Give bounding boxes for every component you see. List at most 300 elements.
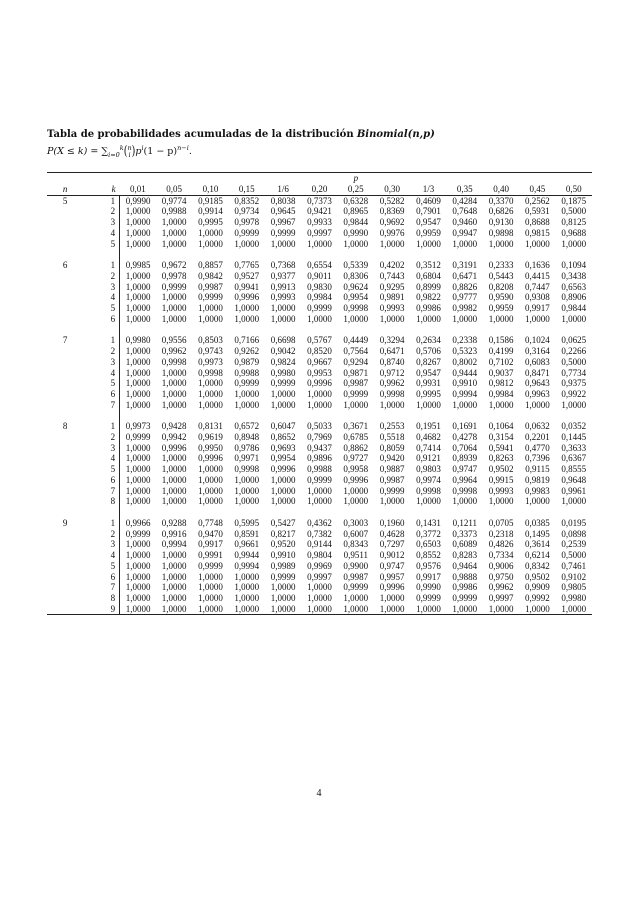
probability-cell: 1,0000 [125, 313, 151, 324]
probability-cell: 0,1495 [525, 528, 550, 539]
probability-cell: 1,0000 [270, 582, 296, 593]
n-cell [47, 389, 83, 400]
n-cell: 8 [62, 421, 68, 432]
n-cell: 9 [62, 517, 68, 528]
probability-cell: 0,9999 [343, 388, 369, 399]
probability-cell: 0,4199 [488, 346, 514, 357]
probability-cell: 0,9777 [452, 292, 478, 303]
probability-cell: 0,0195 [561, 517, 587, 528]
probability-cell: 0,7443 [379, 270, 405, 281]
p-column-header: 0,05 [156, 184, 192, 195]
table-row [47, 518, 592, 529]
probability-cell: 0,9734 [234, 206, 260, 217]
probability-cell: 0,9527 [234, 270, 260, 281]
probability-cell: 0,6007 [343, 528, 369, 539]
probability-cell: 0,9999 [270, 378, 296, 389]
probability-cell: 1,0000 [234, 388, 260, 399]
probability-cell: 0,9997 [488, 592, 514, 603]
probability-cell: 1,0000 [161, 227, 187, 238]
probability-cell: 0,4278 [452, 432, 478, 443]
n-cell [47, 357, 83, 368]
probability-cell: 0,8263 [488, 453, 514, 464]
probability-cell: 0,9978 [234, 217, 260, 228]
probability-cell: 1,0000 [125, 582, 151, 593]
probability-cell: 0,2539 [561, 539, 587, 550]
probability-cell: 0,7748 [198, 517, 223, 528]
probability-cell: 1,0000 [198, 399, 223, 410]
probability-cell: 1,0000 [125, 227, 151, 238]
probability-cell: 1,0000 [234, 496, 260, 507]
probability-cell: 0,3438 [561, 270, 587, 281]
k-cell: 5 [83, 378, 119, 389]
probability-cell: 0,9992 [525, 592, 550, 603]
probability-cell: 1,0000 [198, 303, 223, 314]
probability-cell: 0,5518 [379, 432, 405, 443]
probability-cell: 0,2553 [379, 421, 405, 432]
probability-cell: 0,7334 [488, 550, 514, 561]
probability-cell: 0,9822 [416, 292, 441, 303]
probability-cell: 0,9502 [488, 464, 514, 475]
table-row [47, 432, 592, 443]
probability-cell: 0,9011 [307, 270, 332, 281]
probability-cell: 0,2634 [416, 335, 441, 346]
probability-cell: 0,9444 [452, 367, 478, 378]
probability-cell: 0,8906 [561, 292, 587, 303]
probability-cell: 0,7461 [561, 560, 587, 571]
probability-cell: 1,0000 [343, 496, 369, 507]
probability-cell: 0,9987 [343, 378, 369, 389]
p-column-header: 0,45 [519, 184, 555, 195]
probability-cell: 1,0000 [452, 399, 478, 410]
p-column-header: 0,20 [301, 184, 337, 195]
probability-cell: 0,9502 [525, 571, 550, 582]
formula-p: p [135, 146, 142, 158]
probability-cell: 0,3671 [343, 421, 369, 432]
probability-cell: 1,0000 [125, 367, 151, 378]
probability-cell: 0,9996 [161, 442, 187, 453]
probability-cell: 0,9973 [125, 421, 151, 432]
probability-cell: 0,8369 [379, 206, 405, 217]
probability-cell: 0,9974 [416, 474, 441, 485]
probability-cell: 0,6563 [561, 281, 587, 292]
probability-cell: 1,0000 [307, 592, 332, 603]
probability-cell: 0,5931 [525, 206, 550, 217]
probability-cell: 0,9953 [307, 367, 332, 378]
probability-cell: 0,9294 [343, 356, 369, 367]
probability-cell: 0,8343 [343, 539, 369, 550]
probability-cell: 0,9958 [343, 464, 369, 475]
probability-cell: 0,6785 [343, 432, 369, 443]
n-cell [47, 206, 83, 217]
k-cell: 7 [83, 486, 119, 497]
probability-cell: 1,0000 [447, 604, 483, 615]
probability-cell: 0,9520 [270, 539, 296, 550]
probability-cell: 0,9750 [488, 571, 514, 582]
probability-cell: 0,9999 [452, 592, 478, 603]
probability-cell: 1,0000 [198, 238, 223, 249]
probability-cell: 1,0000 [198, 571, 223, 582]
probability-cell: 0,8939 [452, 453, 478, 464]
probability-cell: 1,0000 [270, 485, 296, 496]
probability-cell: 0,3772 [416, 528, 441, 539]
probability-cell: 1,0000 [125, 592, 151, 603]
probability-cell: 1,0000 [379, 592, 405, 603]
n-cell [47, 271, 83, 282]
probability-cell: 1,0000 [343, 313, 369, 324]
probability-cell: 1,0000 [161, 571, 187, 582]
group-spacer [47, 507, 592, 518]
probability-cell: 0,7969 [307, 432, 332, 443]
probability-cell: 0,9998 [198, 367, 223, 378]
n-cell [47, 572, 83, 583]
probability-cell: 1,0000 [416, 313, 441, 324]
probability-cell: 1,0000 [270, 496, 296, 507]
probability-cell: 0,9996 [198, 453, 223, 464]
probability-cell: 0,9959 [488, 303, 514, 314]
n-cell [47, 464, 83, 475]
probability-cell: 1,0000 [161, 292, 187, 303]
k-cell: 1 [83, 335, 119, 346]
k-cell: 2 [83, 206, 119, 217]
probability-cell: 0,9999 [270, 571, 296, 582]
probability-cell: 1,0000 [125, 496, 151, 507]
probability-cell: 0,9871 [343, 367, 369, 378]
probability-cell: 0,9037 [488, 367, 514, 378]
page-number: 4 [316, 788, 322, 799]
table-row [47, 346, 592, 357]
probability-cell: 0,9957 [379, 571, 405, 582]
probability-cell: 0,9999 [416, 592, 441, 603]
probability-cell: 0,9815 [525, 227, 550, 238]
probability-cell: 1,0000 [125, 474, 151, 485]
probability-cell: 0,9962 [379, 378, 405, 389]
k-cell: 6 [83, 572, 119, 583]
formula-binom-close: ) [131, 144, 136, 160]
probability-cell: 0,9959 [416, 227, 441, 238]
p-column-header: 0,01 [120, 184, 156, 195]
k-cell: 7 [83, 582, 119, 593]
probability-cell: 0,9980 [561, 592, 587, 603]
n-cell [47, 292, 83, 303]
probability-cell: 1,0000 [161, 560, 187, 571]
probability-cell: 0,9971 [234, 453, 260, 464]
probability-cell: 0,6471 [379, 346, 405, 357]
p-label-row [47, 173, 592, 185]
probability-cell: 0,6826 [488, 206, 514, 217]
probability-cell: 0,6698 [270, 335, 296, 346]
probability-cell: 0,3614 [525, 539, 550, 550]
k-cell: 3 [83, 539, 119, 550]
probability-cell: 0,9969 [307, 560, 332, 571]
probability-cell: 0,6047 [270, 421, 296, 432]
probability-cell: 0,3633 [561, 442, 587, 453]
probability-cell: 0,9913 [270, 281, 296, 292]
n-cell [47, 561, 83, 572]
probability-cell: 0,9375 [561, 378, 587, 389]
k-cell: 1 [83, 518, 119, 529]
probability-cell: 0,9998 [379, 388, 405, 399]
n-cell [47, 593, 83, 604]
formula-sum-lower: i=0 [108, 151, 120, 160]
probability-cell: 0,9999 [234, 227, 260, 238]
probability-cell: 0,9994 [234, 560, 260, 571]
probability-cell: 0,9995 [416, 388, 441, 399]
n-cell [47, 453, 83, 464]
probability-cell: 1,0000 [556, 604, 592, 615]
probability-cell: 0,9727 [343, 453, 369, 464]
probability-cell: 1,0000 [488, 496, 514, 507]
k-cell: 3 [83, 443, 119, 454]
probability-cell: 0,9910 [270, 550, 296, 561]
table-row [47, 572, 592, 583]
table-row [47, 561, 592, 572]
probability-cell: 0,9692 [379, 217, 405, 228]
probability-cell: 0,9998 [343, 303, 369, 314]
probability-cell: 0,9999 [198, 560, 223, 571]
probability-cell: 0,8038 [270, 195, 296, 206]
probability-cell: 0,9887 [379, 464, 405, 475]
probability-cell: 1,0000 [161, 496, 187, 507]
probability-cell: 0,9115 [525, 464, 550, 475]
probability-cell: 0,5995 [234, 517, 260, 528]
probability-cell: 1,0000 [234, 592, 260, 603]
probability-cell: 1,0000 [307, 388, 332, 399]
probability-cell: 0,9547 [416, 217, 441, 228]
probability-cell: 1,0000 [270, 303, 296, 314]
probability-cell: 1,0000 [125, 238, 151, 249]
probability-cell: 0,5941 [488, 442, 514, 453]
probability-cell: 0,8059 [379, 442, 405, 453]
table-row [47, 550, 592, 561]
k-cell: 1 [83, 195, 119, 206]
k-cell: 8 [83, 496, 119, 507]
probability-cell: 1,0000 [270, 238, 296, 249]
probability-cell: 0,9980 [125, 335, 151, 346]
probability-cell: 0,9460 [452, 217, 478, 228]
p-column-header: 0,50 [556, 184, 592, 195]
probability-cell: 1,0000 [525, 496, 550, 507]
probability-cell: 1,0000 [561, 313, 587, 324]
probability-cell: 1,0000 [125, 464, 151, 475]
probability-cell: 1,0000 [161, 367, 187, 378]
probability-cell: 0,9428 [161, 421, 187, 432]
probability-cell: 1,0000 [125, 356, 151, 367]
probability-cell: 1,0000 [525, 399, 550, 410]
probability-cell: 1,0000 [161, 303, 187, 314]
probability-cell: 0,9102 [561, 571, 587, 582]
probability-cell: 1,0000 [561, 496, 587, 507]
probability-cell: 0,9377 [270, 270, 296, 281]
n-cell [47, 400, 83, 411]
formula-binom-open: ( [123, 144, 128, 160]
probability-cell: 0,9991 [198, 550, 223, 561]
probability-cell: 0,3512 [416, 260, 441, 271]
probability-cell: 0,5323 [452, 346, 478, 357]
probability-cell: 0,6089 [452, 539, 478, 550]
probability-cell: 0,9944 [234, 550, 260, 561]
p-column-header: 1/3 [410, 184, 446, 195]
table-row [47, 292, 592, 303]
probability-cell: 0,9978 [161, 270, 187, 281]
probability-cell: 0,7414 [416, 442, 441, 453]
probability-cell: 0,8740 [379, 356, 405, 367]
probability-cell: 0,3003 [343, 517, 369, 528]
probability-cell: 0,9933 [307, 217, 332, 228]
p-column-header: 0,25 [338, 184, 374, 195]
n-cell [47, 239, 83, 250]
probability-cell: 0,9986 [452, 582, 478, 593]
probability-cell: 0,3294 [379, 335, 405, 346]
probability-cell: 0,7447 [525, 281, 550, 292]
title-distribution: Binomial(n,p) [356, 129, 435, 140]
probability-cell: 1,0000 [452, 238, 478, 249]
formula-mid: (1 − p) [143, 146, 178, 158]
table-row [47, 282, 592, 293]
n-cell [47, 282, 83, 293]
probability-cell: 0,1445 [561, 432, 587, 443]
table-row [47, 389, 592, 400]
probability-cell: 0,3164 [525, 346, 550, 357]
probability-cell: 0,9996 [379, 582, 405, 593]
probability-cell: 0,7373 [307, 195, 332, 206]
table-row [47, 464, 592, 475]
title-prefix: Tabla de probabilidades acumuladas de la distribución [47, 129, 354, 140]
probability-cell: 1,0000 [343, 485, 369, 496]
probability-cell: 0,9947 [452, 227, 478, 238]
k-cell: 7 [83, 400, 119, 411]
n-cell [47, 604, 83, 615]
probability-cell: 1,0000 [265, 604, 301, 615]
probability-cell: 0,3154 [488, 432, 514, 443]
probability-cell: 0,6328 [343, 195, 369, 206]
p-column-header: 1/6 [265, 184, 301, 195]
probability-cell: 0,9999 [379, 485, 405, 496]
probability-cell: 0,9648 [561, 474, 587, 485]
probability-cell: 0,9661 [234, 539, 260, 550]
n-cell: 5 [62, 195, 68, 206]
probability-cell: 0,9997 [307, 571, 332, 582]
formula-sum-upper: k [119, 144, 124, 152]
formula-binom-top: n [127, 144, 132, 153]
probability-cell: 0,9819 [525, 474, 550, 485]
probability-cell: 0,0632 [525, 421, 550, 432]
table-row [47, 228, 592, 239]
probability-cell: 1,0000 [343, 592, 369, 603]
probability-cell: 1,0000 [198, 592, 223, 603]
probability-cell: 1,0000 [125, 560, 151, 571]
table-row [47, 496, 592, 507]
probability-cell: 0,7564 [343, 346, 369, 357]
probability-cell: 0,9993 [379, 303, 405, 314]
probability-cell: 0,7102 [488, 356, 514, 367]
probability-cell: 0,8131 [198, 421, 223, 432]
k-cell: 4 [83, 292, 119, 303]
k-cell: 5 [83, 561, 119, 572]
probability-cell: 0,9786 [234, 442, 260, 453]
probability-cell: 1,0000 [234, 399, 260, 410]
probability-cell: 0,8857 [198, 260, 223, 271]
probability-cell: 0,9844 [561, 303, 587, 314]
probability-cell: 0,9999 [125, 528, 151, 539]
n-cell [47, 368, 83, 379]
probability-cell: 1,0000 [379, 238, 405, 249]
p-column-header: 0,35 [447, 184, 483, 195]
probability-cell: 0,9966 [125, 517, 151, 528]
probability-cell: 0,8352 [234, 195, 260, 206]
probability-cell: 0,8520 [307, 346, 332, 357]
probability-cell: 0,8652 [270, 432, 296, 443]
probability-cell: 0,9993 [488, 485, 514, 496]
probability-cell: 0,9747 [452, 464, 478, 475]
probability-cell: 0,4415 [525, 270, 550, 281]
probability-cell: 0,7064 [452, 442, 478, 453]
k-cell: 5 [83, 239, 119, 250]
probability-cell: 0,9988 [234, 367, 260, 378]
probability-cell: 0,9967 [270, 217, 296, 228]
probability-cell: 1,0000 [416, 496, 441, 507]
probability-cell: 0,9994 [452, 388, 478, 399]
probability-cell: 0,8267 [416, 356, 441, 367]
n-cell [47, 550, 83, 561]
probability-cell: 0,9511 [343, 550, 368, 561]
probability-cell: 0,0385 [525, 517, 550, 528]
probability-cell: 0,8965 [343, 206, 369, 217]
probability-cell: 0,9999 [307, 303, 332, 314]
n-cell [47, 432, 83, 443]
table-row [47, 314, 592, 325]
probability-cell: 0,1875 [561, 195, 587, 206]
probability-cell: 1,0000 [125, 571, 151, 582]
probability-cell: 0,2266 [561, 346, 587, 357]
k-cell: 6 [83, 389, 119, 400]
k-cell: 3 [83, 282, 119, 293]
probability-cell: 0,1636 [525, 260, 550, 271]
k-cell: 5 [83, 464, 119, 475]
probability-cell: 0,7297 [379, 539, 405, 550]
probability-cell: 0,9995 [198, 217, 223, 228]
probability-cell: 1,0000 [198, 313, 223, 324]
probability-cell: 0,9693 [270, 442, 296, 453]
probability-cell: 0,7368 [270, 260, 296, 271]
probability-cell: 0,8826 [452, 281, 478, 292]
probability-cell: 1,0000 [161, 464, 187, 475]
probability-cell: 0,8862 [343, 442, 369, 453]
probability-cell: 0,9844 [343, 217, 369, 228]
probability-cell: 0,9999 [270, 227, 296, 238]
probability-cell: 1,0000 [379, 313, 405, 324]
probability-cell: 0,9804 [307, 550, 332, 561]
probability-cell: 0,4682 [416, 432, 441, 443]
k-cell: 2 [83, 346, 119, 357]
probability-cell: 0,1431 [416, 517, 441, 528]
probability-cell: 0,8591 [234, 528, 260, 539]
probability-cell: 0,9985 [125, 260, 151, 271]
probability-cell: 0,9962 [488, 582, 514, 593]
probability-cell: 1,0000 [374, 604, 410, 615]
p-column-header: 0,10 [192, 184, 228, 195]
probability-cell: 0,8002 [452, 356, 478, 367]
probability-cell: 1,0000 [379, 399, 405, 410]
probability-cell: 0,9842 [198, 270, 223, 281]
probability-cell: 0,9996 [307, 378, 332, 389]
probability-cell: 0,4826 [488, 539, 514, 550]
probability-cell: 1,0000 [270, 592, 296, 603]
probability-cell: 1,0000 [234, 238, 260, 249]
table-row [47, 239, 592, 250]
probability-cell: 0,0625 [561, 335, 587, 346]
probability-cell: 1,0000 [525, 313, 550, 324]
probability-cell: 0,8306 [343, 270, 369, 281]
